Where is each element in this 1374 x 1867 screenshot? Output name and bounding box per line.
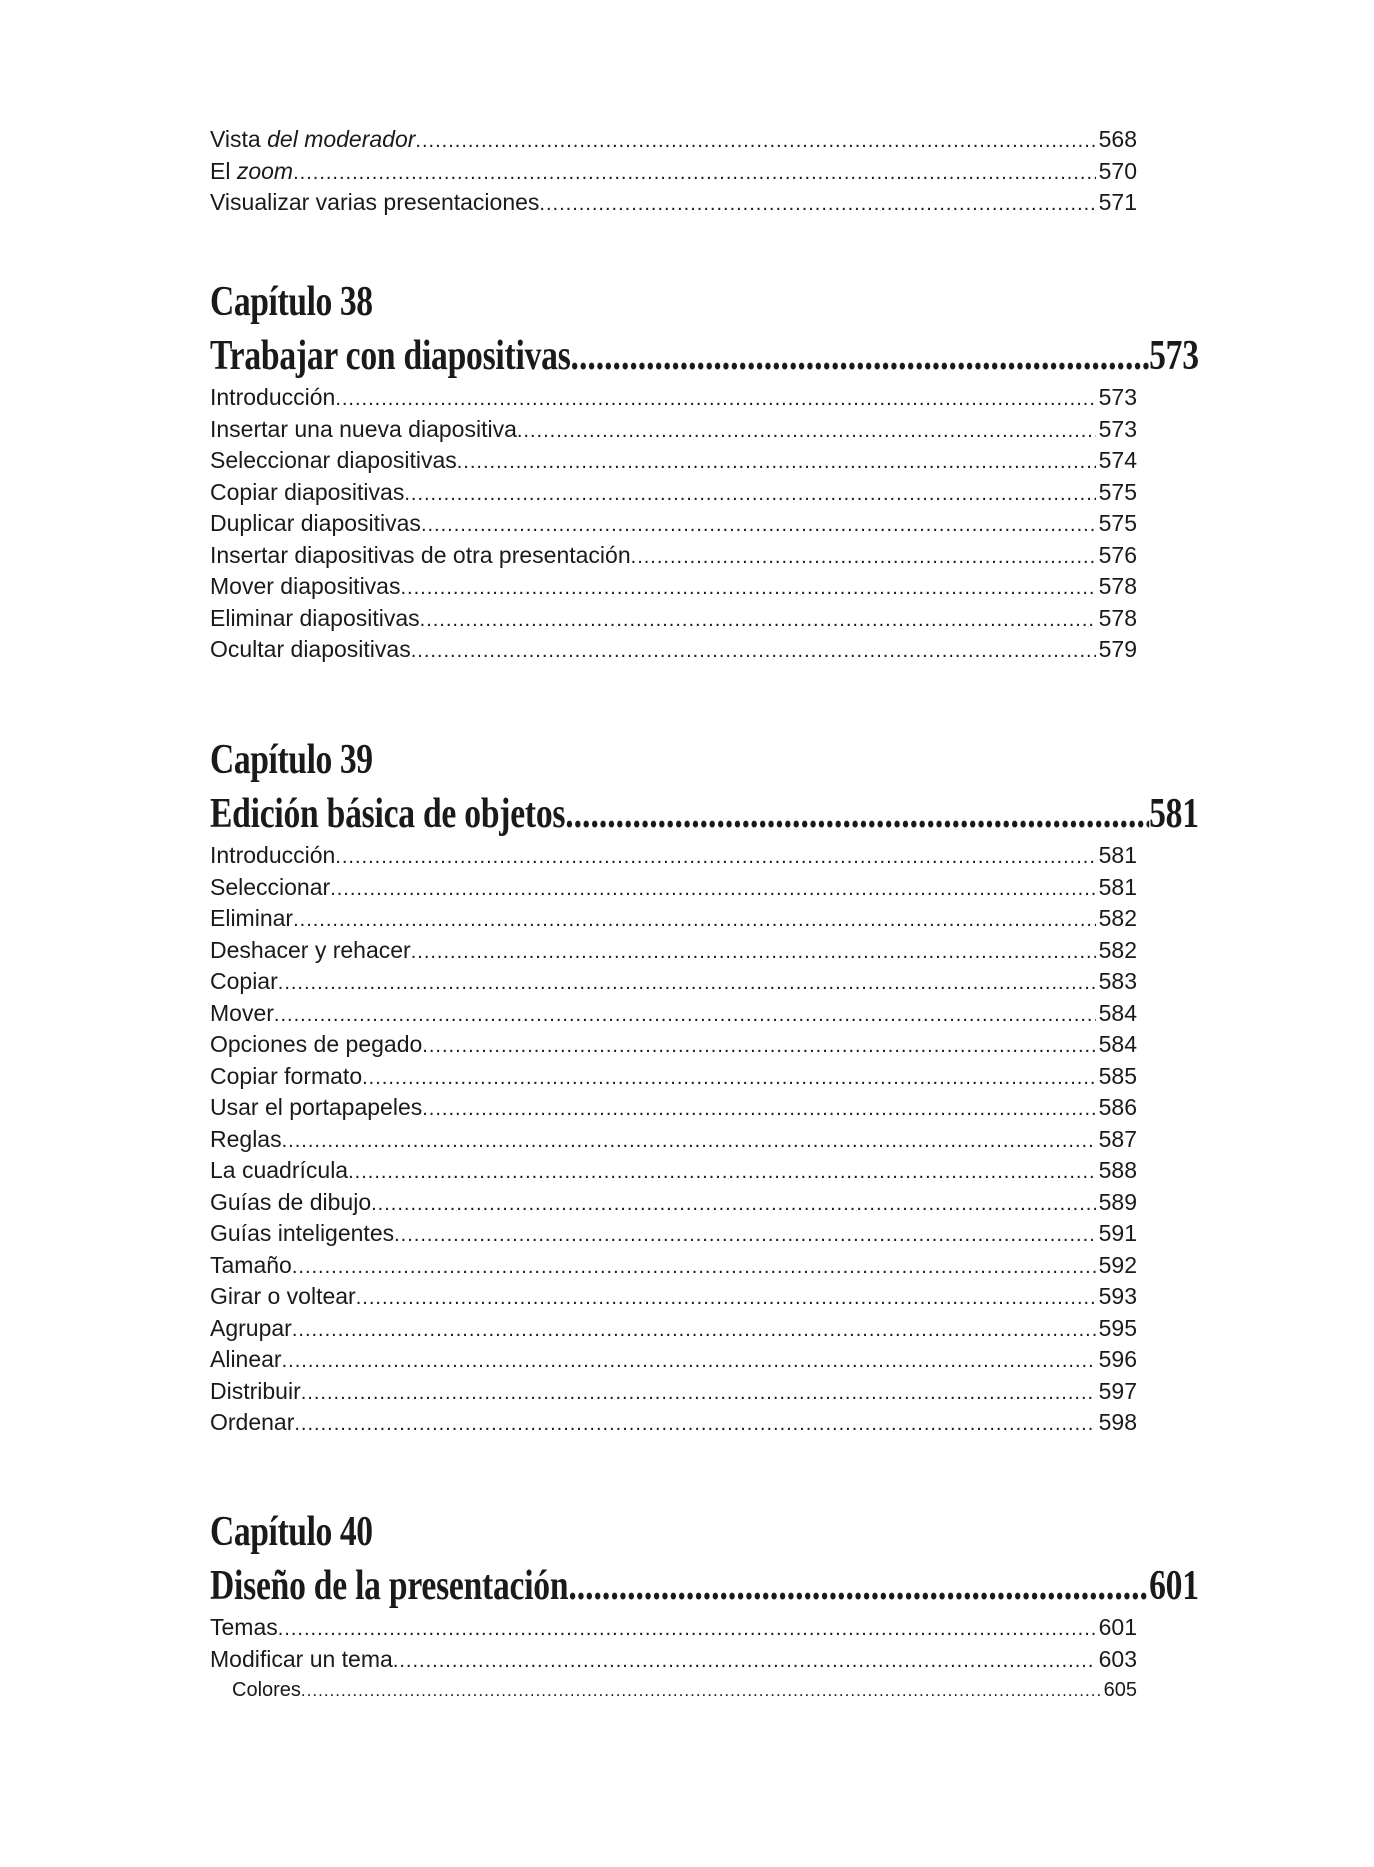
dot-leader bbox=[293, 903, 1096, 935]
chapter-entries bbox=[210, 382, 1374, 666]
chapter-title-row[interactable] bbox=[210, 788, 1199, 840]
dot-leader bbox=[411, 935, 1096, 967]
dot-leader bbox=[415, 124, 1095, 156]
chapter-block bbox=[210, 1504, 1374, 1707]
dot-leader bbox=[400, 571, 1095, 603]
dot-leader bbox=[631, 540, 1096, 572]
toc-entry-text: Mover diapositivas bbox=[210, 573, 401, 599]
toc-entry-text: Copiar formato bbox=[210, 1062, 363, 1089]
toc-entry[interactable] bbox=[210, 571, 1137, 603]
dot-leader bbox=[356, 1281, 1096, 1313]
dot-leader bbox=[422, 1029, 1095, 1061]
dot-leader bbox=[301, 1376, 1096, 1408]
toc-entry[interactable] bbox=[210, 508, 1137, 540]
toc-entry-text: Guías de dibujo bbox=[210, 1188, 372, 1215]
toc-entry[interactable] bbox=[210, 1407, 1137, 1439]
toc-entry-text: Girar o voltear bbox=[210, 1283, 356, 1309]
toc-entry-text: Insertar una nueva diapositiva bbox=[210, 415, 517, 442]
intro-entries bbox=[210, 124, 1137, 219]
toc-entry[interactable] bbox=[210, 903, 1137, 935]
toc-entry[interactable] bbox=[210, 1061, 1137, 1093]
toc-entry-page: 575 bbox=[1098, 510, 1137, 536]
toc-entry-page: 568 bbox=[1098, 126, 1137, 152]
dot-leader bbox=[335, 382, 1095, 414]
toc-entry[interactable] bbox=[210, 998, 1137, 1030]
toc-entry-page: 584 bbox=[1098, 999, 1137, 1026]
dot-leader bbox=[282, 1344, 1096, 1376]
dot-leader bbox=[457, 445, 1096, 477]
toc-entry-page: 596 bbox=[1098, 1346, 1137, 1372]
toc-entry-text: Ocultar diapositivas bbox=[210, 636, 411, 662]
toc-entry-page: 578 bbox=[1098, 604, 1137, 631]
toc-entry-text: Seleccionar bbox=[210, 873, 331, 900]
toc-entry[interactable] bbox=[210, 966, 1137, 998]
toc-entry[interactable] bbox=[210, 1092, 1137, 1124]
dot-leader bbox=[278, 966, 1096, 998]
toc-entry[interactable] bbox=[210, 1376, 1137, 1408]
dot-leader bbox=[404, 477, 1095, 509]
toc-entry-page: 603 bbox=[1098, 1645, 1137, 1672]
toc-entry-text: Introducción bbox=[210, 842, 336, 868]
toc-entry-text: Temas bbox=[210, 1614, 278, 1640]
dot-leader bbox=[335, 840, 1095, 872]
chapter-title: Diseño de la presentación bbox=[210, 1563, 569, 1609]
toc-entry[interactable] bbox=[210, 187, 1137, 219]
toc-entry-text: Opciones de pegado bbox=[210, 1031, 423, 1057]
toc-entry-page: 589 bbox=[1098, 1188, 1137, 1215]
toc-entry[interactable] bbox=[210, 1029, 1137, 1061]
toc-entry-page: 581 bbox=[1098, 842, 1137, 868]
toc-entry-text: Agrupar bbox=[210, 1314, 292, 1341]
toc-entry[interactable] bbox=[210, 1218, 1137, 1250]
toc-entry-text: Tamaño bbox=[210, 1251, 292, 1278]
toc-entry[interactable] bbox=[210, 1281, 1137, 1313]
toc-entry[interactable] bbox=[210, 1644, 1137, 1676]
toc-entry-text: Ordenar bbox=[210, 1409, 295, 1435]
dot-leader bbox=[293, 156, 1096, 188]
dot-leader bbox=[420, 603, 1096, 635]
toc-entry-text: Copiar diapositivas bbox=[210, 478, 405, 505]
dot-leader bbox=[292, 1313, 1096, 1345]
dot-leader bbox=[568, 1560, 1149, 1612]
dot-leader bbox=[517, 414, 1096, 446]
dot-leader bbox=[274, 998, 1096, 1030]
toc-entry-page: 576 bbox=[1098, 541, 1137, 568]
toc-entry-page: 582 bbox=[1098, 936, 1137, 963]
dot-leader bbox=[422, 1092, 1095, 1124]
toc-entry[interactable] bbox=[210, 1187, 1137, 1219]
toc-entry-page: 605 bbox=[1103, 1679, 1137, 1701]
dot-leader bbox=[571, 330, 1150, 382]
toc-entry[interactable] bbox=[210, 156, 1137, 188]
toc-entry-text: Duplicar diapositivas bbox=[210, 510, 421, 536]
toc-entry-page: 595 bbox=[1098, 1314, 1137, 1341]
toc-entry-page: 573 bbox=[1098, 415, 1137, 442]
toc-entry-page: 570 bbox=[1098, 157, 1137, 184]
dot-leader bbox=[539, 187, 1095, 219]
dot-leader bbox=[411, 634, 1096, 666]
toc-entry[interactable] bbox=[210, 414, 1137, 446]
toc-entry[interactable] bbox=[210, 477, 1137, 509]
dot-leader bbox=[294, 1407, 1095, 1439]
dot-leader bbox=[371, 1187, 1096, 1219]
chapter-block bbox=[210, 274, 1374, 666]
toc-entry-text: Insertar diapositivas de otra presentación bbox=[210, 541, 631, 568]
toc-entry-text: Eliminar diapositivas bbox=[210, 604, 420, 631]
toc-entry-page: 585 bbox=[1098, 1062, 1137, 1089]
chapter-entries bbox=[210, 840, 1374, 1439]
toc-entry-text: Modificar un tema bbox=[210, 1645, 393, 1672]
chapter-entries bbox=[210, 1612, 1374, 1707]
chapter-page: 581 bbox=[1149, 791, 1199, 837]
toc-entry-text: Distribuir bbox=[210, 1377, 301, 1404]
chapter-number: Capítulo 38 bbox=[210, 279, 373, 325]
toc-entry-page: 597 bbox=[1098, 1377, 1137, 1404]
toc-entry-page: 586 bbox=[1098, 1094, 1137, 1120]
toc-entry-page: 598 bbox=[1098, 1409, 1137, 1435]
toc-entry[interactable] bbox=[210, 872, 1137, 904]
toc-entry-page: 573 bbox=[1098, 384, 1137, 410]
toc-entry-page: 575 bbox=[1098, 478, 1137, 505]
dot-leader bbox=[282, 1124, 1096, 1156]
chapter-title: Trabajar con diapositivas bbox=[210, 333, 571, 379]
toc-entry-page: 587 bbox=[1098, 1125, 1137, 1152]
toc-entry[interactable] bbox=[210, 1344, 1137, 1376]
toc-entry[interactable] bbox=[210, 382, 1137, 414]
toc-entry-page: 581 bbox=[1098, 873, 1137, 900]
dot-leader bbox=[565, 788, 1149, 840]
dot-leader bbox=[421, 508, 1096, 540]
dot-leader bbox=[348, 1155, 1096, 1187]
toc-entry[interactable] bbox=[210, 540, 1137, 572]
toc-entry-text: Copiar bbox=[210, 968, 278, 994]
chapter-number: Capítulo 39 bbox=[210, 737, 373, 783]
toc-entry-page: 584 bbox=[1098, 1031, 1137, 1057]
toc-entry-page: 583 bbox=[1098, 968, 1137, 994]
toc-entry[interactable] bbox=[210, 634, 1137, 666]
toc-entry[interactable] bbox=[210, 840, 1137, 872]
toc-entry-text: Guías inteligentes bbox=[210, 1220, 395, 1246]
toc-entry-text: Usar el portapapeles bbox=[210, 1094, 423, 1120]
toc-entry-text: Eliminar bbox=[210, 905, 294, 931]
toc-entry[interactable] bbox=[210, 1250, 1137, 1282]
toc-entry-page: 591 bbox=[1098, 1220, 1137, 1246]
toc-entry-text: La cuadrícula bbox=[210, 1157, 349, 1183]
chapter-title-row[interactable] bbox=[210, 1560, 1199, 1612]
toc-entry[interactable] bbox=[210, 445, 1137, 477]
toc-entry-page: 571 bbox=[1098, 189, 1137, 215]
toc-entry[interactable] bbox=[210, 124, 1137, 156]
toc-entry[interactable] bbox=[210, 1155, 1137, 1187]
toc-entry-page: 574 bbox=[1098, 447, 1137, 473]
dot-leader bbox=[278, 1612, 1096, 1644]
toc-entry[interactable] bbox=[210, 603, 1137, 635]
dot-leader bbox=[394, 1218, 1096, 1250]
toc-entry-text: Colores bbox=[232, 1679, 301, 1701]
chapter-page: 573 bbox=[1149, 333, 1199, 379]
dot-leader bbox=[362, 1061, 1096, 1093]
chapter-title-row[interactable] bbox=[210, 330, 1199, 382]
toc-entry-text: Visualizar varias presentaciones bbox=[210, 189, 540, 215]
toc-entry-page: 578 bbox=[1098, 573, 1137, 599]
toc-entry-page: 601 bbox=[1098, 1614, 1137, 1640]
chapter-block bbox=[210, 732, 1374, 1439]
toc-entry-text: Reglas bbox=[210, 1125, 282, 1152]
dot-leader bbox=[292, 1250, 1096, 1282]
toc-entry[interactable] bbox=[210, 1313, 1137, 1345]
toc-subentry[interactable] bbox=[210, 1675, 1137, 1707]
toc-entry[interactable] bbox=[210, 1124, 1137, 1156]
toc-entry-text: Introducción bbox=[210, 384, 336, 410]
toc-entry[interactable] bbox=[210, 935, 1137, 967]
toc-entry-page: 588 bbox=[1098, 1157, 1137, 1183]
toc-entry-text: Vista del moderador bbox=[210, 126, 416, 152]
toc-entry-page: 593 bbox=[1098, 1283, 1137, 1309]
chapter-title: Edición básica de objetos bbox=[210, 791, 566, 837]
toc-entry-text: Seleccionar diapositivas bbox=[210, 447, 457, 473]
toc-entry-text: Deshacer y rehacer bbox=[210, 936, 411, 963]
dot-leader bbox=[393, 1644, 1096, 1676]
toc-entry-page: 579 bbox=[1098, 636, 1137, 662]
toc-entry-page: 582 bbox=[1098, 905, 1137, 931]
toc-entry-text: El zoom bbox=[210, 157, 294, 184]
toc-entry-page: 592 bbox=[1098, 1251, 1137, 1278]
chapter-page: 601 bbox=[1149, 1563, 1199, 1609]
chapter-number: Capítulo 40 bbox=[210, 1509, 373, 1555]
dot-leader bbox=[330, 872, 1095, 904]
toc-entry-text: Mover bbox=[210, 999, 274, 1026]
toc-entry-text: Alinear bbox=[210, 1346, 282, 1372]
toc-entry[interactable] bbox=[210, 1612, 1137, 1644]
dot-leader bbox=[301, 1675, 1101, 1707]
